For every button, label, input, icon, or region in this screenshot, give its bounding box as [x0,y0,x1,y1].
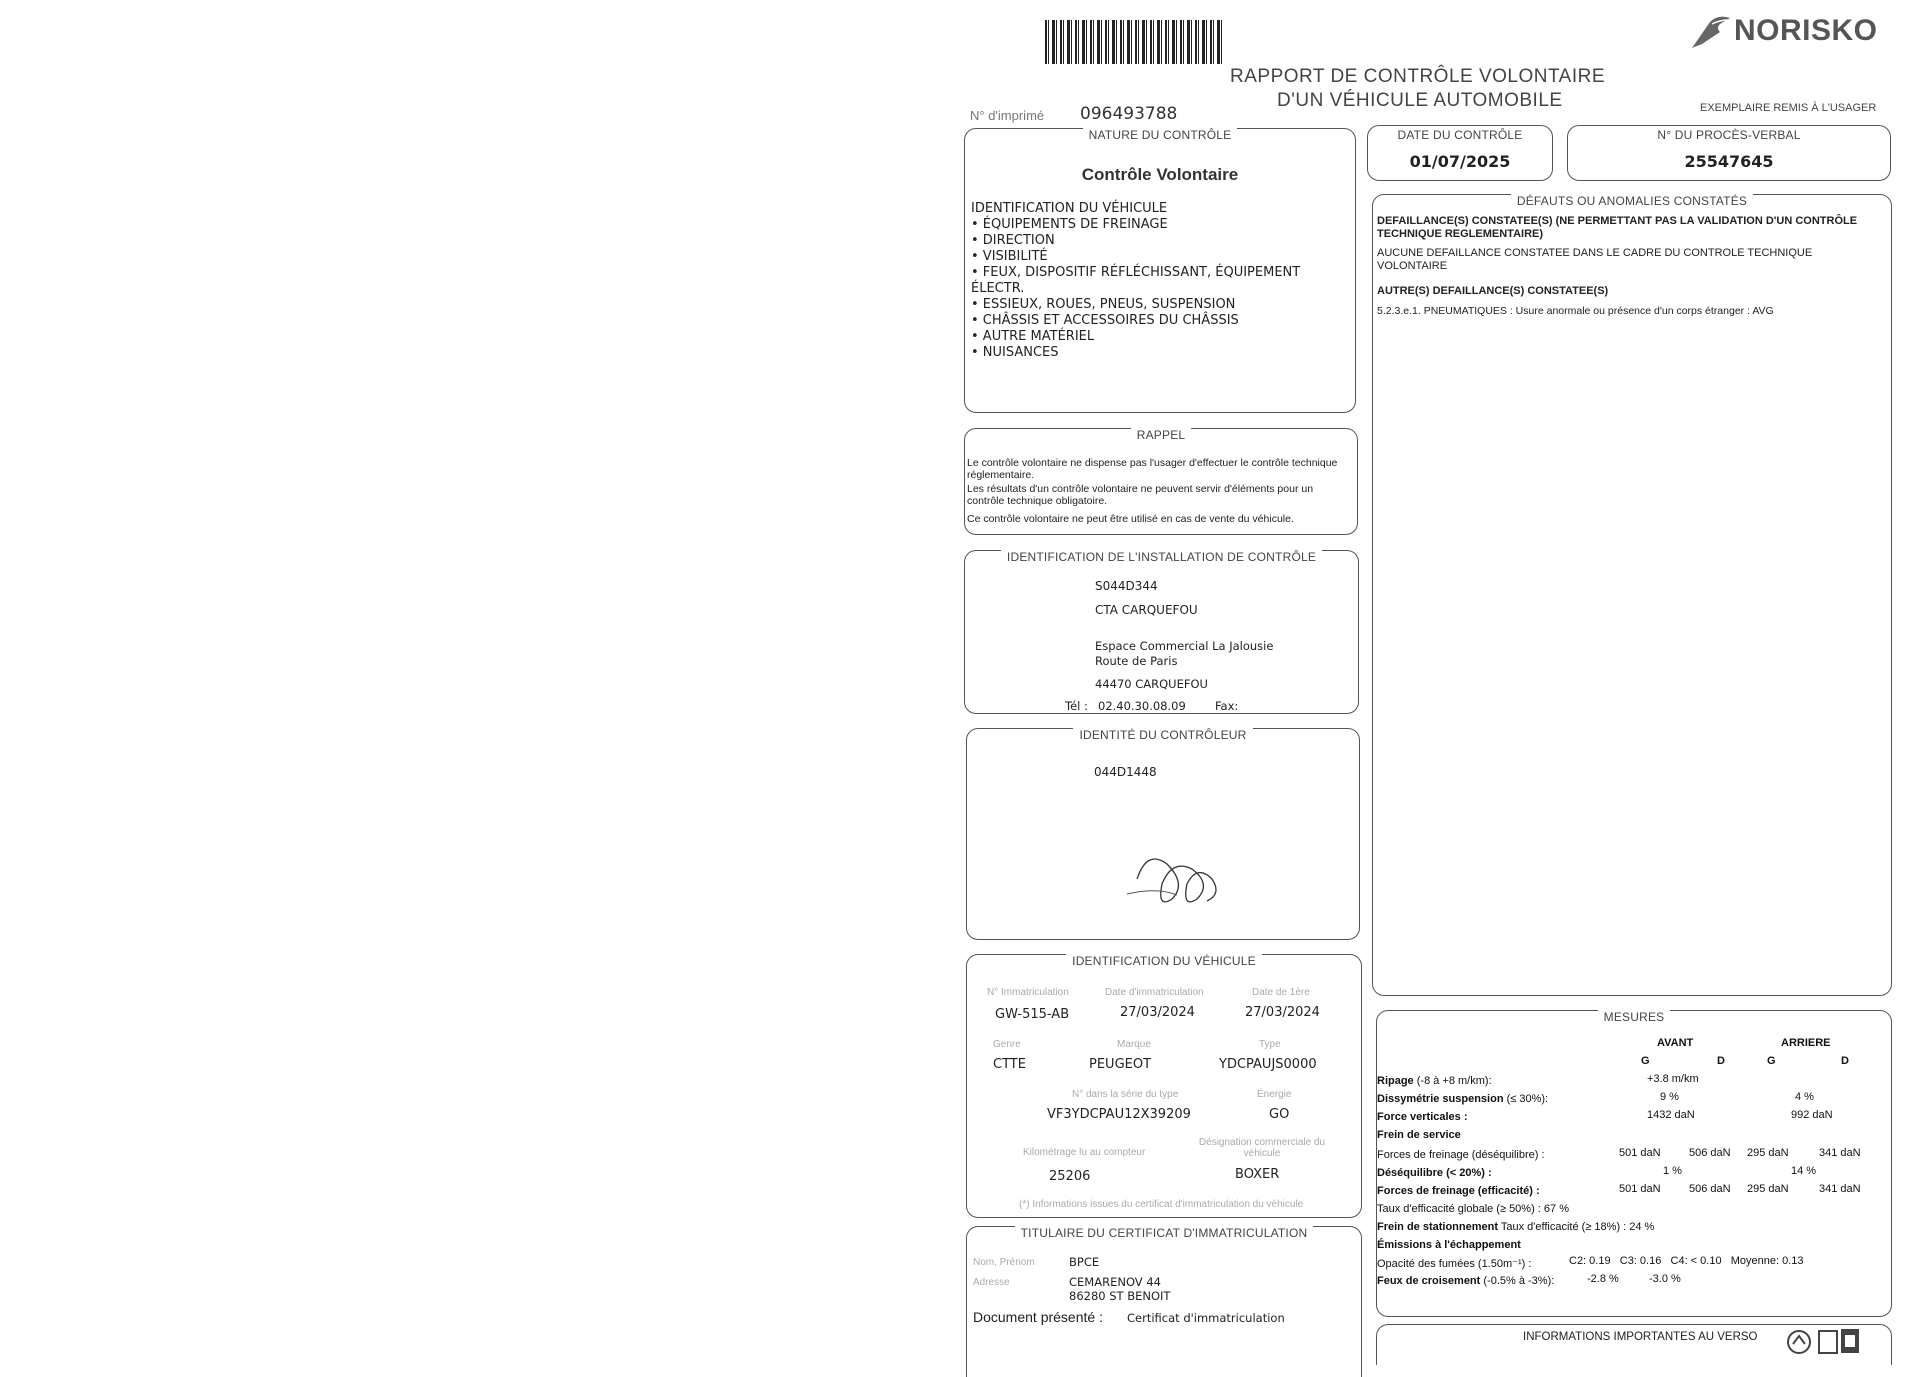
report-title-2: D'UN VÉHICULE AUTOMOBILE [1277,90,1563,111]
diss-range: (≤ 30%): [1506,1093,1549,1105]
list-item: • CHÂSSIS ET ACCESSOIRES DU CHÂSSIS [971,313,1239,328]
ff2-g-av: 501 daN [1619,1183,1661,1195]
info-box [1376,1324,1892,1365]
titulaire-title: TITULAIRE DU CERTIFICAT D'IMMATRICULATION [1015,1226,1314,1240]
vehicle-marque: PEUGEOT [1089,1057,1152,1072]
label-marque: Marque [1117,1039,1151,1050]
ripage-label: Ripage [1377,1075,1414,1087]
installation-title: IDENTIFICATION DE L'INSTALLATION DE CONTRÔLE [1001,550,1322,564]
defects-heading-2: AUTRE(S) DEFAILLANCE(S) CONSTATEE(S) [1377,285,1609,297]
copy-note: EXEMPLAIRE REMIS À L'USAGER [1700,102,1877,114]
fc-d: -3.0 % [1649,1273,1681,1285]
vehicle-designation: BOXER [1235,1167,1280,1182]
document-label: Document présenté : [973,1309,1103,1325]
installation-addr1: Espace Commercial La Jalousie [1095,639,1274,653]
installation-tel: 02.40.30.08.09 [1098,699,1186,713]
list-item: • NUISANCES [971,345,1059,360]
titulaire-box [966,1226,1362,1377]
pv-number: 25547645 [1684,152,1774,171]
recycle-icon [1785,1329,1813,1355]
pv-box [1567,125,1891,181]
col-arriere: ARRIERE [1781,1037,1831,1049]
print-label: N° d'imprimé [970,108,1045,123]
document-value: Certificat d'immatriculation [1127,1311,1285,1325]
fv-av: 1432 daN [1647,1109,1695,1121]
rappel-box [964,428,1358,535]
control-date: 01/07/2025 [1409,152,1511,171]
deseq-label: Déséquilibre (< 20%) : [1377,1167,1492,1179]
installation-addr3: 44470 CARQUEFOU [1095,677,1208,691]
fv-ar: 992 daN [1791,1109,1833,1121]
ripage-range: (-8 à +8 m/km): [1416,1075,1492,1087]
ff2-d-av: 506 daN [1689,1183,1731,1195]
vehicule-title: IDENTIFICATION DU VÉHICULE [1066,954,1262,968]
control-kind: Contrôle Volontaire [1081,165,1239,184]
label-nom: Nom, Prénom [973,1257,1035,1268]
list-item: • DIRECTION [971,233,1055,248]
vehicle-vin: VF3YDCPAU12X39209 [1047,1107,1191,1122]
col-g-ar: G [1767,1055,1776,1067]
nature-box [964,128,1356,413]
fc-g: -2.8 % [1587,1273,1619,1285]
rappel-title: RAPPEL [1131,428,1192,442]
defects-box [1372,194,1892,996]
fc-range: (-0.5% à -3%): [1483,1275,1555,1287]
installation-name: CTA CARQUEFOU [1095,603,1198,617]
op-values: C2: 0.19 C3: 0.16 C4: < 0.10 Moyenne: 0.13 [1569,1255,1804,1267]
barcode [1045,20,1225,64]
label-km: Kilométrage lu au compteur [1023,1147,1146,1158]
ff2-label: Forces de freinage (efficacité) : [1377,1185,1540,1197]
col-d-av: D [1717,1055,1725,1067]
installation-box [964,550,1359,714]
vehicle-date-immat: 27/03/2024 [1120,1005,1195,1020]
fc-label: Feux de croisement [1377,1275,1481,1287]
vehicle-immat: GW-515-AB [995,1007,1070,1022]
info-verso: INFORMATIONS IMPORTANTES AU VERSO [1523,1331,1758,1343]
titulaire-addr2: 86280 ST BENOIT [1069,1289,1171,1303]
col-g-av: G [1641,1055,1650,1067]
list-item: • AUTRE MATÉRIEL [971,329,1095,344]
teg-line: Taux d'efficacité globale (≥ 50%) : 67 % [1377,1203,1569,1215]
vehicle-energie: GO [1269,1107,1290,1122]
ff1-d-av: 506 daN [1689,1147,1731,1159]
brand-name: NORISKO [1734,14,1878,47]
ff1-d-ar: 341 daN [1819,1147,1861,1159]
label-date-1re: Date de 1ère [1252,987,1310,998]
print-number: 096493788 [1080,104,1178,124]
controleur-box [966,728,1360,940]
rappel-line-3: Ce contrôle volontaire ne peut être utilisé en cas de vente du véhicule. [967,513,1294,525]
ff1-g-av: 501 daN [1619,1147,1661,1159]
label-energie: Énergie [1257,1089,1292,1100]
op-label: Opacité des fumées [1377,1258,1475,1270]
col-d-ar: D [1841,1055,1849,1067]
list-item: IDENTIFICATION DU VÉHICULE [971,201,1168,216]
vehicle-genre: CTTE [993,1057,1026,1072]
controleur-title: IDENTITÉ DU CONTRÔLEUR [1073,728,1252,742]
ff1-g-ar: 295 daN [1747,1147,1789,1159]
norisko-logo [1690,12,1890,52]
titulaire-addr1: CEMARENOV 44 [1069,1275,1161,1289]
label-vin: N° dans la série du type [1072,1089,1179,1100]
date-box [1367,125,1553,181]
fv-label: Force verticales : [1377,1111,1468,1123]
installation-agrement: S044D344 [1095,579,1158,593]
pv-title: N° DU PROCÈS-VERBAL [1651,128,1806,142]
mesures-title: MESURES [1598,1010,1671,1024]
installation-tel-label: Tél : [1065,699,1088,713]
label-adresse: Adresse [973,1277,1010,1288]
vehicle-date-1re: 27/03/2024 [1245,1005,1320,1020]
label-date-immat: Date d'immatriculation [1105,987,1204,998]
installation-addr2: Route de Paris [1095,654,1178,668]
titulaire-nom: BPCE [1069,1255,1100,1269]
diss-label: Dissymétrie suspension [1377,1093,1504,1105]
op-unit: (1.50m⁻¹) : [1477,1258,1532,1270]
list-item: • FEUX, DISPOSITIF RÉFLÉCHISSANT, ÉQUIPEMENT ÉLECTR. [971,265,1301,296]
vehicule-box [966,954,1362,1218]
defects-heading-1: DEFAILLANCE(S) CONSTATEE(S) (NE PERMETTANT PAS LA VALIDATION D'UN CONTRÔLE TECHNIQUE REGLEMENTAIRE) [1377,215,1858,240]
installation-fax-label: Fax: [1215,699,1239,713]
diss-ar: 4 % [1795,1091,1814,1103]
nature-list [971,201,1341,361]
vehicle-footnote: (*) Informations issues du certificat d'immatriculation du véhicule [1019,1199,1304,1210]
deseq-ar: 14 % [1791,1165,1817,1177]
nature-title: NATURE DU CONTRÔLE [1083,128,1238,142]
col-avant: AVANT [1657,1037,1694,1049]
mesures-box [1376,1010,1892,1317]
fs-label: Frein de service [1377,1129,1461,1141]
label-type: Type [1259,1039,1281,1050]
signature-icon [1117,839,1237,919]
rappel-line-2: Les résultats d'un contrôle volontaire ne peuvent servir d'éléments pour un contrôle technique obligatoire. [967,483,1314,507]
report-title-1: RAPPORT DE CONTRÔLE VOLONTAIRE [1230,66,1606,87]
deseq-av: 1 % [1663,1165,1682,1177]
defects-text-2: 5.2.3.e.1. PNEUMATIQUES : Usure anormale ou présence d'un corps étranger : AVG [1377,305,1774,317]
list-item: • ÉQUIPEMENTS DE FREINAGE [971,217,1168,232]
ff2-d-ar: 341 daN [1819,1183,1861,1195]
label-immat: N° Immatriculation [987,987,1069,998]
list-item: • ESSIEUX, ROUES, PNEUS, SUSPENSION [971,297,1236,312]
ff1-label: Forces de freinage (déséquilibre) : [1377,1149,1545,1161]
ff2-g-ar: 295 daN [1747,1183,1789,1195]
diss-av: 9 % [1660,1091,1679,1103]
fst-value: Taux d'efficacité (≥ 18%) : 24 % [1500,1221,1655,1233]
date-title: DATE DU CONTRÔLE [1392,128,1529,142]
ripage-value: +3.8 m/km [1647,1073,1699,1085]
defects-title: DÉFAUTS OU ANOMALIES CONSTATÉS [1511,194,1753,208]
rappel-line-1: Le contrôle volontaire ne dispense pas l'usager d'effectuer le contrôle technique réglementaire. [967,457,1338,481]
controleur-id: 044D1448 [1094,765,1157,779]
label-genre: Genre [993,1039,1021,1050]
list-item: • VISIBILITÉ [971,249,1048,264]
trash-bin-icon [1817,1327,1861,1355]
fst-label: Frein de stationnement [1377,1221,1499,1233]
bird-icon [1690,14,1734,50]
label-designation: Désignation commerciale du véhicule [1198,1137,1326,1159]
vehicle-km: 25206 [1049,1169,1091,1184]
em-label: Émissions à l'échappement [1377,1239,1521,1251]
defects-text-1: AUCUNE DEFAILLANCE CONSTATEE DANS LE CADRE DU CONTROLE TECHNIQUE VOLONTAIRE [1377,247,1813,272]
vehicle-type: YDCPAUJS0000 [1219,1057,1317,1072]
